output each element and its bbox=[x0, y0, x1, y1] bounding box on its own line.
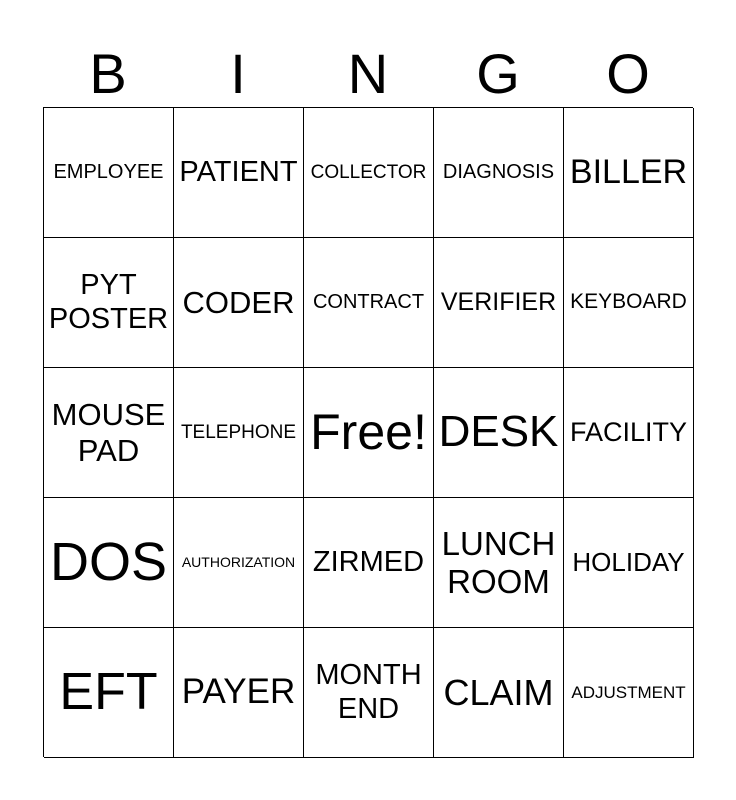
bingo-header bbox=[43, 42, 693, 106]
bingo-board bbox=[43, 107, 693, 757]
cell-label: LUNCH ROOM bbox=[441, 524, 556, 600]
header-letter-n: N bbox=[347, 42, 389, 105]
bingo-cell[interactable] bbox=[174, 498, 304, 628]
cell-label: ZIRMED bbox=[312, 545, 425, 578]
bingo-cell[interactable] bbox=[174, 368, 304, 498]
cell-label: PAYER bbox=[181, 672, 296, 712]
header-letter-g: G bbox=[476, 42, 520, 105]
bingo-cell[interactable] bbox=[434, 498, 564, 628]
bingo-cell[interactable] bbox=[564, 628, 694, 758]
bingo-cell[interactable] bbox=[434, 368, 564, 498]
cell-label: VERIFIER bbox=[440, 288, 557, 317]
cell-label: PATIENT bbox=[179, 155, 298, 188]
bingo-cell[interactable] bbox=[304, 628, 434, 758]
cell-label: DESK bbox=[438, 407, 559, 457]
bingo-cell[interactable] bbox=[304, 108, 434, 238]
bingo-cell[interactable] bbox=[174, 108, 304, 238]
bingo-cell[interactable] bbox=[434, 628, 564, 758]
bingo-cell[interactable] bbox=[564, 498, 694, 628]
cell-label: EMPLOYEE bbox=[53, 161, 164, 183]
bingo-cell[interactable] bbox=[564, 238, 694, 368]
bingo-cell[interactable] bbox=[564, 368, 694, 498]
header-letter-i: I bbox=[230, 42, 246, 105]
cell-label: DIAGNOSIS bbox=[442, 161, 555, 183]
cell-label: ADJUSTMENT bbox=[571, 682, 686, 702]
bingo-cell[interactable] bbox=[564, 108, 694, 238]
bingo-cell[interactable] bbox=[44, 628, 174, 758]
free-space-label: Free! bbox=[310, 403, 427, 460]
header-letter-b: B bbox=[89, 42, 127, 105]
bingo-cell[interactable] bbox=[434, 108, 564, 238]
bingo-cell[interactable] bbox=[44, 368, 174, 498]
cell-label: COLLECTOR bbox=[310, 161, 427, 183]
cell-label: AUTHORIZATION bbox=[181, 554, 296, 571]
bingo-cell[interactable] bbox=[304, 498, 434, 628]
cell-label: MOUSE PAD bbox=[51, 396, 166, 468]
bingo-cell[interactable] bbox=[44, 108, 174, 238]
bingo-cell-free[interactable] bbox=[304, 368, 434, 498]
cell-label: CLAIM bbox=[443, 671, 554, 713]
cell-label: CODER bbox=[182, 284, 295, 320]
bingo-cell[interactable] bbox=[44, 498, 174, 628]
cell-label: BILLER bbox=[569, 152, 688, 191]
cell-label: HOLIDAY bbox=[572, 546, 685, 577]
bingo-cell[interactable] bbox=[174, 628, 304, 758]
header-letter-o: O bbox=[606, 42, 650, 105]
bingo-cell[interactable] bbox=[44, 238, 174, 368]
cell-label: TELEPHONE bbox=[180, 421, 297, 443]
cell-label: KEYBOARD bbox=[570, 290, 687, 314]
cell-label: PYT POSTER bbox=[48, 269, 169, 335]
bingo-cell[interactable] bbox=[174, 238, 304, 368]
cell-label: FACILITY bbox=[569, 416, 688, 447]
bingo-cell[interactable] bbox=[434, 238, 564, 368]
cell-label: DOS bbox=[49, 532, 168, 593]
cell-label: CONTRACT bbox=[312, 291, 425, 313]
cell-label: EFT bbox=[59, 662, 158, 721]
cell-label: MONTH END bbox=[315, 659, 422, 725]
bingo-cell[interactable] bbox=[304, 238, 434, 368]
